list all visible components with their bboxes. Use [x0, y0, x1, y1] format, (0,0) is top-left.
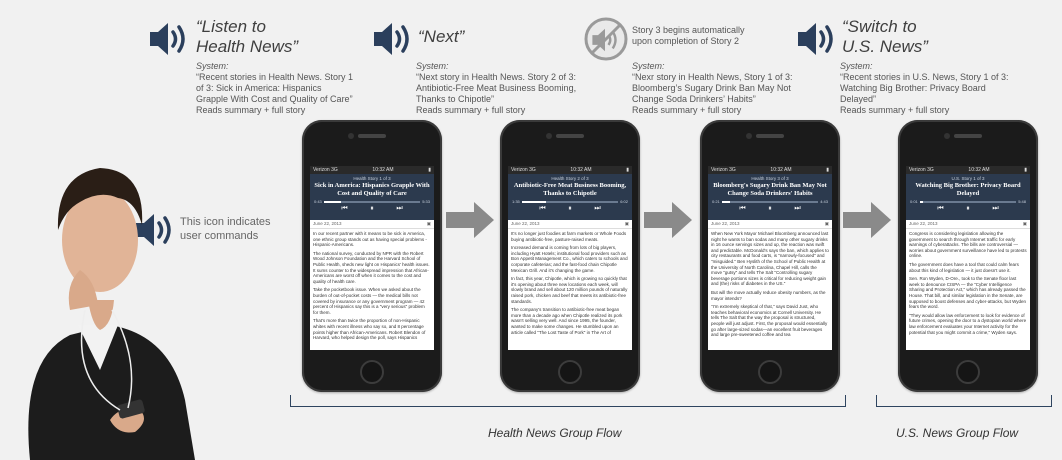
arrow-right-icon — [843, 200, 893, 240]
camera — [944, 133, 950, 139]
share-icon[interactable]: ▣ — [824, 221, 829, 226]
paragraph: The national survey, conducted by NPR with the Robert Wood Johnson Foundation and the Harvard School of Public Health, sheds new light on Hispanics' health issues. It sums counter to the widespread impression that African-Americans are worst off when it comes to the cost and quality of health care. — [313, 250, 430, 284]
auto-note: Story 3 begins automatically upon completion of Story 2 — [632, 25, 745, 46]
progress[interactable] — [508, 197, 632, 204]
clock: 10:32 AM — [968, 167, 990, 173]
pause-icon[interactable]: ⏸ — [966, 205, 970, 212]
story-date: June 22, 2013 — [511, 221, 540, 226]
story-count: Health Story 3 of 3 — [751, 176, 789, 181]
home-button[interactable] — [758, 360, 782, 384]
next-icon[interactable]: ⏭ — [594, 205, 601, 212]
clock: 10:32 AM — [372, 167, 394, 173]
us-flow-label: U.S. News Group Flow — [896, 426, 1019, 440]
camera — [348, 133, 354, 139]
health-flow-label: Health News Group Flow — [488, 426, 622, 440]
progress-bar[interactable] — [920, 201, 1016, 203]
no-command-icon — [583, 16, 629, 62]
previous-icon[interactable]: ⏮ — [739, 205, 746, 212]
story-title: Antibiotic-Free Meat Business Booming, Thanks to Chipotle — [513, 182, 627, 197]
progress[interactable] — [310, 197, 434, 204]
us-flow-bracket — [876, 395, 1052, 407]
home-button[interactable] — [956, 360, 980, 384]
paragraph: In fact, this year, Chipotle, which is growing so quickly that it's opening about three new locations each week, will slowly brand and sell about 120 million pounds of naturally raised pork, chicken and beef that meets its antibiotic-free standards. — [511, 276, 628, 304]
pause-icon[interactable]: ⏸ — [768, 205, 772, 212]
story-body — [708, 229, 832, 343]
clock: 10:32 AM — [570, 167, 592, 173]
next-icon[interactable]: ⏭ — [794, 205, 801, 212]
earpiece — [358, 134, 386, 138]
previous-icon[interactable]: ⏮ — [341, 205, 348, 212]
previous-icon[interactable]: ⏮ — [539, 205, 546, 212]
carrier: Verizon 3G — [313, 167, 338, 173]
playback-controls — [708, 204, 832, 213]
phone-1 — [302, 120, 442, 392]
pause-icon[interactable]: ⏸ — [370, 205, 374, 212]
person-illustration — [0, 120, 200, 460]
paragraph: It's no longer just foodies at farm markets or Whole Foods buying antibiotic-free, pasture-raised meats. — [511, 231, 627, 242]
elapsed: 0:43 — [314, 199, 322, 204]
next-icon[interactable]: ⏭ — [396, 205, 403, 212]
story-count: Health Story 2 of 3 — [551, 176, 589, 181]
story-header — [906, 174, 1030, 220]
phone-screen — [708, 166, 832, 350]
speaker-icon — [372, 19, 416, 59]
phone-3 — [700, 120, 840, 392]
paragraph: "I'm extremely skeptical of that," says David Just, who teaches behavioral economics at Cornell University. He tells The Salt that the way the proposal is structured, people will just adjust. First, the proposal would essentially go after large-sized sodas—an excellent fruit beverages and large pre-sweetened coffee and tea — [711, 304, 828, 338]
battery-icon: ▮ — [826, 167, 829, 173]
paragraph: Sen. Ron Wyden, D-Ore., took to the Senate floor last week to denounce CISPA — the "Cyber Intelligence Sharing and Protection Act," which has already passed the House. That bill, and similar legislation in the Senate, are supposed to boost defenses and cyber-attacks, but Wyden fears the word. — [909, 276, 1027, 310]
command-switch-us: “Switch to U.S. News” — [842, 17, 928, 56]
progress[interactable] — [708, 197, 832, 204]
progress-bar[interactable] — [722, 201, 818, 203]
previous-icon[interactable]: ⏮ — [937, 205, 944, 212]
playback-controls — [906, 204, 1030, 213]
story-body — [310, 229, 434, 346]
earpiece — [954, 134, 982, 138]
story-title: Watching Big Brother: Privacy Board Delayed — [915, 182, 1021, 197]
paragraph: "They would allow law enforcement to look for evidence of future crimes, opening the door to a dystopian world where law enforcement evaluates your Internet activity for the potential that you might commit a crime," Wyden says. — [909, 312, 1027, 335]
pause-icon[interactable]: ⏸ — [568, 205, 572, 212]
remaining: 5:48 — [1018, 199, 1026, 204]
camera — [546, 133, 552, 139]
paragraph: But will the move actually reduce obesity numbers, as the mayor intends? — [711, 289, 826, 301]
share-icon[interactable]: ▣ — [426, 221, 431, 226]
progress[interactable] — [906, 197, 1030, 204]
story-header — [708, 174, 832, 220]
battery-icon: ▮ — [428, 167, 431, 173]
elapsed: 0:21 — [712, 199, 720, 204]
phone-screen — [310, 166, 434, 350]
legend-text: This icon indicates user commands — [180, 216, 271, 242]
remaining: 6:02 — [620, 199, 628, 204]
story-header — [310, 174, 434, 220]
battery-icon: ▮ — [626, 167, 629, 173]
speaker-icon — [148, 19, 192, 59]
camera — [746, 133, 752, 139]
command-listen-health: “Listen to Health News” — [196, 17, 299, 56]
home-button[interactable] — [558, 360, 582, 384]
story-title: Sick in America: Hispanics Grapple With Cost and Quality of Care — [314, 182, 430, 197]
battery-icon: ▮ — [1024, 167, 1027, 173]
remaining: 5:33 — [422, 199, 430, 204]
story-count: Health Story 1 of 3 — [353, 176, 391, 181]
speaker-icon — [796, 19, 840, 59]
phone-screen — [508, 166, 632, 350]
system-response-2: System: “Next story in Health News. Story 2 of 3: Antibiotic-Free Meat Business Booming, Thanks to Chipotle” Reads summary + full story — [416, 61, 577, 115]
phone-2 — [500, 120, 640, 392]
progress-bar[interactable] — [324, 201, 420, 203]
carrier: Verizon 3G — [909, 167, 934, 173]
paragraph: The company's transition to antibiotic-free meat began more than a decade ago when Chipotle realized its pork wasn't selling very well. And since 1995, the founder, wanted to make some changes. He stumbled upon an article called "The Lost Taste of Pork" in The Art of — [511, 307, 623, 335]
earpiece — [556, 134, 584, 138]
story-header — [508, 174, 632, 220]
home-button[interactable] — [360, 360, 384, 384]
story-date: June 22, 2013 — [711, 221, 740, 226]
progress-bar[interactable] — [522, 201, 618, 203]
story-count: U.S. Story 1 of 3 — [951, 176, 985, 181]
playback-controls — [508, 204, 632, 213]
system-response-1: System: “Recent stories in Health News. Story 1 of 3: Sick in America: Hispanics Grapple With Cost and Quality of Care” Reads summary + full story — [196, 61, 354, 115]
story-date: June 22, 2013 — [313, 221, 342, 226]
arrow-right-icon — [446, 200, 496, 240]
story-title: Bloomberg's Sugary Drink Ban May Not Change Soda Drinkers' Habits — [713, 182, 827, 197]
paragraph: That's more than twice the proportion of non-Hispanic whites with recent illness who say so, and 8 percentage points higher than African-Americans. Robert Blendon of Harvard, who helped design the poll, says Hispanics — [313, 318, 426, 341]
remaining: 4:43 — [820, 199, 828, 204]
elapsed: 0:01 — [910, 199, 918, 204]
paragraph: In our recent partner with it means to be sick in America, one ethnic group stands out as having special problems - Hispanic-Americans. — [313, 231, 427, 248]
clock: 10:32 AM — [770, 167, 792, 173]
command-next: “Next” — [418, 27, 465, 46]
share-icon[interactable]: ▣ — [624, 221, 629, 226]
story-date: June 22, 2013 — [909, 221, 938, 226]
paragraph: The government does have a tool that could calm fears about this kind of legislation — it just doesn't use it. — [909, 261, 1019, 273]
story-body — [508, 229, 632, 340]
next-icon[interactable]: ⏭ — [992, 205, 999, 212]
health-flow-bracket — [290, 395, 846, 407]
system-response-4: System: “Recent stories in U.S. News, Story 1 of 3: Watching Big Brother: Privacy Board Delayed” Reads summary + full story — [840, 61, 1009, 115]
elapsed: 1:35 — [512, 199, 520, 204]
paragraph: Take the pocketbook issue. When we asked about the burden of out-of-pocket costs — the medical bills not covered by insurance or any government program — 42 percent of Hispanics say this is a "very serious" problem for them. — [313, 287, 425, 315]
story-body — [906, 229, 1030, 340]
phone-4 — [898, 120, 1038, 392]
phone-screen — [906, 166, 1030, 350]
share-icon[interactable]: ▣ — [1022, 221, 1027, 226]
playback-controls — [310, 204, 434, 213]
paragraph: Increased demand is coming from lots of big players, including Hyatt Hotels; institutional food providers such as Bon Appetit Management Co., which caters to schools and corporate cafeterias; and the fast-food chain Chipotle Mexican Grill. And it's changing the game. — [511, 245, 628, 273]
paragraph: When New York Mayor Michael Bloomberg announced last night he wants to ban sodas and many other sugary drinks in 16 ounce servings sizes and up, the reaction was swift and predictable. McDonald's says the ban, which applies to city restaurants and food carts, is "narrowly-focused" and "misguided." Ben Hyslith of the School of Public Health at the University of North Carolina, Chapel Hill, calls the move "gutsy" and tells The Salt "Controlling sugary beverage portions sizes is critical for reducing weight gain and (the) risks of diabetes in the US." — [711, 231, 829, 287]
paragraph: Congress is considering legislation allowing the government to search through Internet traffic for early warnings of cyberattacks. The bills are controversial — worries about government surveillance have led to protests online. — [909, 231, 1027, 259]
carrier: Verizon 3G — [711, 167, 736, 173]
arrow-right-icon — [644, 200, 694, 240]
carrier: Verizon 3G — [511, 167, 536, 173]
system-response-3: System: “Nexr story in Health News, Story 1 of 3: Bloomberg’s Sugary Drink Ban May Not Change Soda Drinkers’ Habits” Reads summary + full story — [632, 61, 793, 115]
earpiece — [756, 134, 784, 138]
